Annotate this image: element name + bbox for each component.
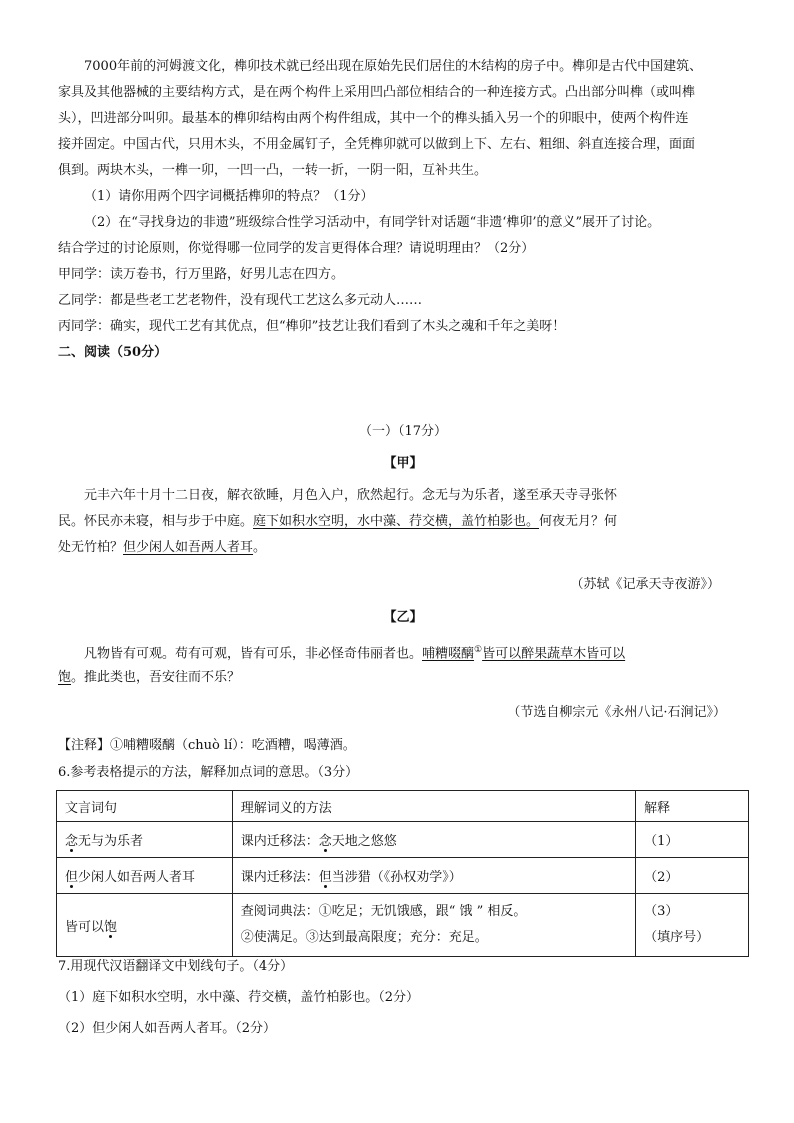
student-yi: 乙同学：都是些老工艺老物件，没有现代工艺这么多元动人…… (58, 293, 423, 308)
method-text: 课内迁移法： (240, 870, 319, 885)
table-cell-method (232, 858, 635, 894)
dotted-char: 但 (318, 870, 332, 885)
question-7: 7.用现代汉语翻译文中划线句子。（4分） (58, 959, 294, 974)
table-header: 文言词句 (57, 791, 233, 822)
yi-text-2b: 。推此类也，吾安往而不乐？ (71, 670, 241, 685)
yi-text-line-1 (58, 637, 748, 667)
question-7-2: （2）但少闲人如吾两人者耳。（2分） (58, 1021, 277, 1036)
yi-underlined-a: 哺糟啜醨 (422, 646, 475, 662)
table-cell-phrase (57, 858, 233, 894)
part-1-heading: （一）（17分） (358, 424, 448, 439)
table-cell-answer[interactable]: （1） (636, 822, 749, 858)
table-cell-method (232, 894, 635, 957)
jia-text-2a: 民。怀民亦未寝，相与步于中庭。 (58, 514, 254, 529)
phrase-rest: 皆可以 (65, 919, 105, 935)
jia-text-line-1: 元丰六年十月十二日夜，解衣欲睡，月色入户，欣然起行。念无与为乐者，遂至承天寺寻张怀 (84, 488, 618, 503)
method-line: 查阅词典法：①吃足；无饥饿感，跟“ 饿 ” 相反。 (240, 904, 527, 919)
phrase-rest: 无与为乐者 (78, 834, 144, 849)
yi-underlined-b: 皆可以醉果蔬草木皆可以 (482, 646, 626, 662)
question-2-line-2: 结合学过的讨论原则，你觉得哪一位同学的发言更得体合理？请说明理由？（2分） (58, 241, 535, 256)
intro-line-4: 接并固定。中国古代，只用木头，不用金属钉子，全凭榫卯就可以做到上下、左右、粗细、斜直连接合理，面面 (58, 137, 696, 152)
student-jia: 甲同学：读万卷书，行万里路，好男儿志在四方。 (58, 267, 345, 282)
table-cell-answer[interactable] (636, 894, 749, 957)
method-text: 当涉猎（《孙权劝学》） (331, 870, 462, 885)
method-text: 天地之悠悠 (331, 834, 397, 849)
table-header: 理解词义的方法 (232, 791, 635, 822)
jia-underlined-sentence-1: 庭下如积水空明，水中藻、荇交横，盖竹柏影也。 (253, 514, 540, 529)
jia-underlined-sentence-2: 但少闲人如吾两人者耳 (123, 540, 254, 555)
jia-text-line-2 (58, 509, 748, 535)
table-cell-phrase (57, 894, 233, 957)
method-line: ②使满足。③达到最高限度；充分：充足。 (240, 930, 488, 945)
intro-line-1: 7000年前的河姆渡文化，榫卯技术就已经出现在原始先民们居住的木结构的房子中。榫卯是古代中国建筑、 (84, 59, 703, 74)
jia-source: （苏轼《记承天寺夜游》） (570, 577, 720, 592)
intro-line-5: 俱到。两块木头，一榫一卯，一凹一凸，一转一折，一阴一阳，互补共生。 (58, 163, 488, 178)
phrase-rest: 少闲人如吾两人者耳 (78, 870, 196, 885)
annotation-note: 【注释】①哺糟啜醨（chuò lí）：吃酒糟，喝薄酒。 (58, 738, 356, 753)
table-row (57, 894, 749, 957)
vocab-table (56, 790, 749, 957)
jia-text-3b: 。 (253, 540, 267, 555)
dotted-char: 饱 (104, 919, 118, 935)
dotted-char: 念 (318, 834, 332, 849)
question-2-line-1: （2）在“寻找身边的非遗”班级综合性学习活动中，有同学针对话题“非遗‘榫卯’的意义”展开了讨论。 (84, 215, 661, 230)
table-header: 解释 (636, 791, 749, 822)
table-row (57, 858, 749, 894)
intro-line-2: 家具及其他器械的主要结构方式，是在两个构件上采用凹凸部位相结合的一种连接方式。凸出部分叫榫（或叫榫 (58, 85, 696, 100)
jia-text-2b: 何夜无月？何 (539, 514, 618, 529)
yi-source: （节选自柳宗元《永州八记·石涧记》） (507, 705, 726, 720)
intro-line-3: 头），凹进部分叫卯。最基本的榫卯结构由两个构件组成，其中一个的榫头插入另一个的卯眼中，使两个构件连 (58, 111, 689, 126)
question-7-1: （1）庭下如积水空明，水中藻、荇交横，盖竹柏影也。（2分） (58, 990, 420, 1005)
section-2-heading: 二、阅读（50分） (58, 345, 168, 360)
jia-text-line-3 (58, 535, 748, 561)
yi-text-1a: 凡物皆有可观。苟有可观，皆有可乐，非必怪奇伟丽者也。 (84, 646, 423, 662)
method-text: 课内迁移法： (240, 834, 319, 849)
footnote-marker: ① (474, 645, 483, 655)
dotted-char: 念 (65, 834, 79, 849)
answer-line: （填序号） (644, 930, 710, 945)
jia-text-3a: 处无竹柏？ (58, 540, 124, 555)
table-cell-method (232, 822, 635, 858)
question-6: 6.参考表格提示的方法，解释加点词的意思。（3分） (58, 765, 359, 780)
jia-heading: 【甲】 (383, 456, 423, 471)
table-cell-answer[interactable]: （2） (636, 858, 749, 894)
yi-underlined-c: 饱 (58, 670, 72, 685)
yi-text-line-2 (58, 665, 748, 691)
table-header-row (57, 791, 749, 822)
table-row (57, 822, 749, 858)
answer-line: （3） (644, 904, 679, 919)
question-1: （1）请你用两个四字词概括榫卯的特点？（1分） (84, 189, 374, 204)
table-cell-phrase (57, 822, 233, 858)
student-bing: 丙同学：确实，现代工艺有其优点，但“榫卯”技艺让我们看到了木头之魂和千年之美呀！ (58, 319, 566, 334)
yi-heading: 【乙】 (383, 610, 423, 625)
dotted-char: 但 (65, 870, 79, 885)
